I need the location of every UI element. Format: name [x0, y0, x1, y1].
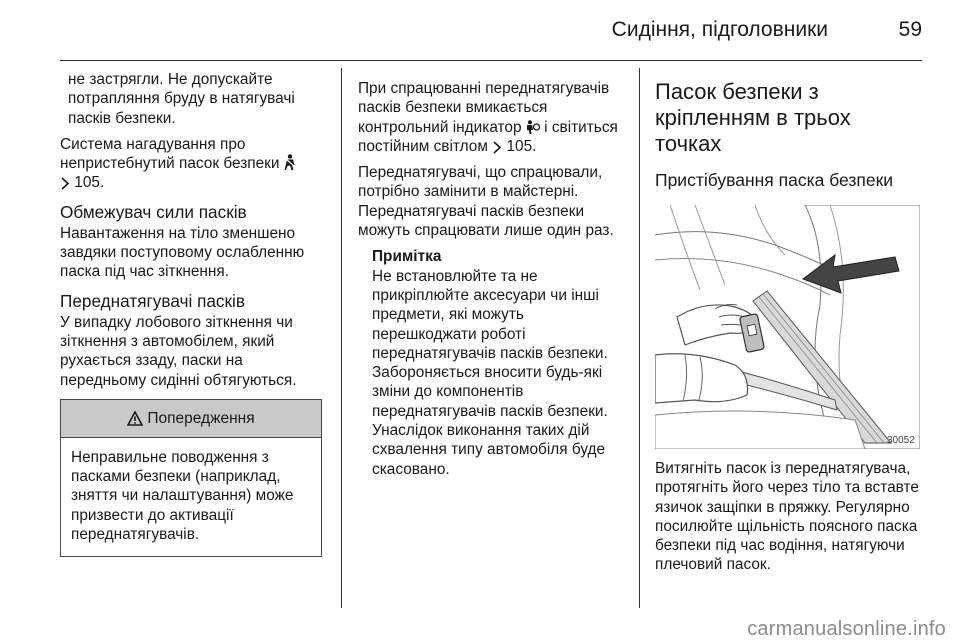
paragraph-belt-pretensioners: У випадку лобового зіткнення чи зіткнення з автомобілем, який рухається ззаду, паски на передньому сидінні обтягуються. [60, 313, 297, 389]
note-block [358, 247, 626, 479]
warning-header [61, 400, 321, 438]
subsection-heading: Пристібування паска безпеки [655, 170, 894, 190]
seatbelt-fastening-illustration [655, 205, 920, 449]
figure-id: 30052 [887, 435, 915, 446]
section-heading: Пасок безпеки з кріпленням в трьох точках [655, 79, 851, 156]
column-3 [655, 79, 923, 582]
indicator-page-ref: 105. [506, 137, 537, 155]
warning-body: Неправильне поводження з пасками безпеки (наприклад, зняття чи налаштування) може призвести до активації переднатягувачів. [71, 448, 294, 544]
column-divider-1 [341, 68, 342, 608]
page-reference-arrow-icon [492, 141, 502, 154]
watermark: carmanualsonline.info [747, 618, 946, 640]
indicator-text-b: і світиться постійним світлом [358, 118, 618, 155]
indicator-text-a: При спрацюванні переднатягувачів пасків безпеки вмикається контрольний індикатор [358, 80, 610, 136]
header-title: Сидіння, підголовники [611, 18, 828, 41]
column-2 [358, 79, 626, 479]
note-text: Не встановлюйте та не прикріплюйте аксесуари чи інші предмети, які можуть перешкоджати роботі переднатягувачів пасків безпеки. Забороняється вносити будь-які зміни до компонентів переднатягувачів пасків безпеки. Унаслідок виконання таких дій схвалення типу автомобіля буде скасовано. [372, 267, 608, 478]
warning-title: Попередження [147, 409, 255, 427]
paragraph-fastening: Витягніть пасок із переднатягувача, протягніть його через тіло та вставте язичок защіпки в пряжку. Регулярно посилюйте щільність поясного паска безпеки під час водіння, натягуючи плечовий пасок. [655, 460, 919, 574]
reminder-page-ref: 105. [74, 174, 105, 192]
heading-belt-pretensioners: Переднатягувачі пасків [60, 290, 245, 311]
page-reference-arrow-icon [60, 177, 70, 190]
warning-triangle-icon [127, 411, 143, 426]
paragraph-continuation: не застрягли. Не допускайте потрапляння бруду в натягувачі пасків безпеки. [68, 71, 295, 127]
seatbelt-person-icon [284, 154, 296, 171]
paragraph-indicator [358, 79, 626, 156]
heading-belt-force-limiter: Обмежувач сили пасків [60, 201, 247, 222]
column-1 [60, 70, 328, 557]
column-divider-2 [639, 68, 640, 608]
airbag-indicator-icon [526, 120, 540, 135]
paragraph-replacement: Переднатягувачі, що спрацювали, потрібно замінити в майстерні. Переднатягувачі пасків безпеки можуть спрацювати лише один раз. [358, 164, 614, 240]
paragraph-belt-force-limiter: Навантаження на тіло зменшено завдяки поступовому ослабленню паска під час зіткнення. [60, 224, 305, 281]
reminder-text: Система нагадування про непристебнутий пасок безпеки [60, 135, 280, 173]
note-title: Примітка [372, 248, 442, 266]
page-number: 59 [898, 18, 922, 41]
header-divider [60, 60, 922, 61]
paragraph-reminder [60, 135, 328, 193]
warning-box [60, 399, 322, 557]
